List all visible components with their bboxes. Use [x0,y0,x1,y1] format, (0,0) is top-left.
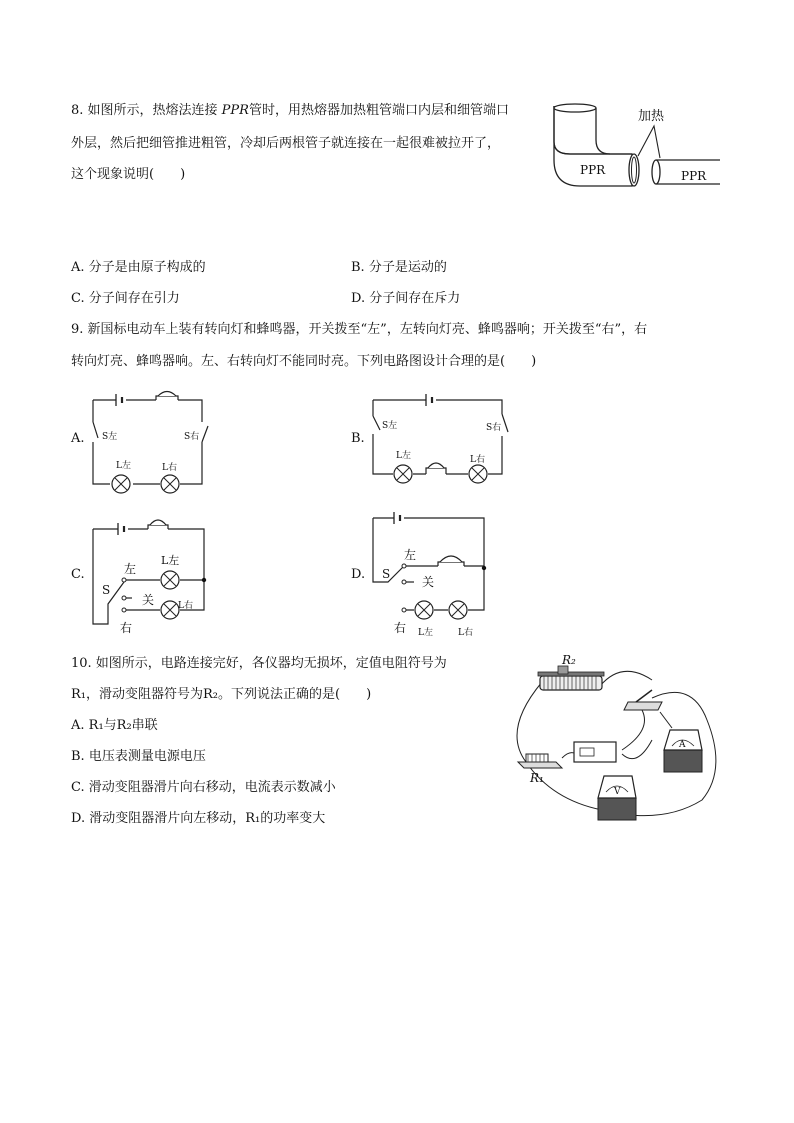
ammeter-letter: A [679,740,686,750]
heat-pointer [638,126,660,158]
voltmeter-letter: V [614,787,621,797]
q8-ppr-italic: PPR [221,103,249,118]
circuit-a [88,386,218,496]
circuit-d-pos-off: 关 [422,575,435,589]
q8-stem-line1 [71,103,509,119]
circuit-c-l-left: L左 [161,554,180,567]
buzzer-d [440,556,462,562]
q8-option-d[interactable]: D. 分子间存在斥力 [351,291,461,306]
circuit-c [88,512,218,642]
circuit-b [368,388,508,488]
q8-pipe-figure [548,100,728,200]
circuit-a-s-right: S右 [184,432,200,442]
circuit-d-l-right: L右 [458,628,473,638]
circuit-c-pos-right: 右 [120,621,133,635]
rheostat-label: R₂ [562,653,576,667]
circuit-c-pos-off: 关 [142,593,155,607]
q10-stem-line2: R₁，滑动变阻器符号为R₂。下列说法正确的是( ) [71,687,372,702]
q9-stem-line2: 转向灯亮、蜂鸣器响。左、右转向灯不能同时亮。下列电路图设计合理的是( ) [71,354,537,369]
circuit-c-switch: S [102,583,111,597]
q8-option-b[interactable]: B. 分子是运动的 [351,260,447,275]
circuit-d-pos-left: 左 [404,548,417,562]
q8-option-c[interactable]: C. 分子间存在引力 [71,291,180,306]
q10-option-b[interactable]: B. 电压表测量电源电压 [71,749,206,764]
q10-option-a[interactable]: A. R₁与R₂串联 [71,718,158,733]
resistor-base [518,762,562,768]
circuit-d [368,508,498,638]
circuit-b-s-right: S右 [486,423,502,433]
q10-stem-line1: 10. 如图所示，电路连接完好，各仪器均无损坏，定值电阻符号为 [71,656,447,671]
circuit-a-tag[interactable]: A. [71,431,85,446]
q10-option-c[interactable]: C. 滑动变阻器滑片向右移动，电流表示数减小 [71,780,336,795]
rheostat-slider [558,666,568,674]
circuit-a-s-left: S左 [102,432,118,442]
q10-apparatus-figure [512,650,722,830]
q8-option-a[interactable]: A. 分子是由原子构成的 [71,260,206,275]
q8-stem-line2: 外层，然后把细管推进粗管，冷却后两根管子就连接在一起很难被拉开了， [71,136,501,151]
buzzer-c [150,520,166,525]
buzzer-b [428,463,444,468]
thick-pipe-label: PPR [580,163,606,177]
voltmeter-base [598,798,636,820]
switch-base [624,702,662,710]
circuit-d-l-left: L左 [418,628,433,638]
circuit-d-pos-right: 右 [394,621,407,635]
q10-option-d[interactable]: D. 滑动变阻器滑片向左移动，R₁的功率变大 [71,811,326,826]
circuit-d-tag[interactable]: D. [351,567,366,582]
q8-stem-pre: 8. 如图所示，热熔法连接 [71,103,222,118]
circuit-d-switch: S [382,567,391,581]
circuit-a-l-left: L左 [116,461,131,471]
q8-stem-post: 管时，用热熔器加热粗管端口内层和细管端口 [248,103,509,118]
circuit-b-tag[interactable]: B. [351,431,365,446]
buzzer-a [158,392,176,397]
circuit-c-pos-left: 左 [124,562,137,576]
circuit-a-l-right: L右 [162,463,177,473]
thin-pipe-label: PPR [681,169,707,183]
rheostat-body [540,676,602,690]
circuit-c-l-right: L右 [178,601,193,611]
circuit-b-s-left: S左 [382,421,398,431]
circuit-b-l-right: L右 [470,455,485,465]
circuit-b-l-left: L左 [396,451,411,461]
resistor-label: R₁ [530,771,544,785]
ammeter-base [664,750,702,772]
thin-pipe-end [652,160,660,184]
circuit-c-tag[interactable]: C. [71,567,85,582]
q9-stem-line1: 9. 新国标电动车上装有转向灯和蜂鸣器，开关拨至“左”，左转向灯亮、蜂鸣器响；开关拨至“右”，右 [71,322,648,337]
q8-stem-line3: 这个现象说明( ) [71,167,186,182]
heat-label: 加热 [638,109,665,124]
